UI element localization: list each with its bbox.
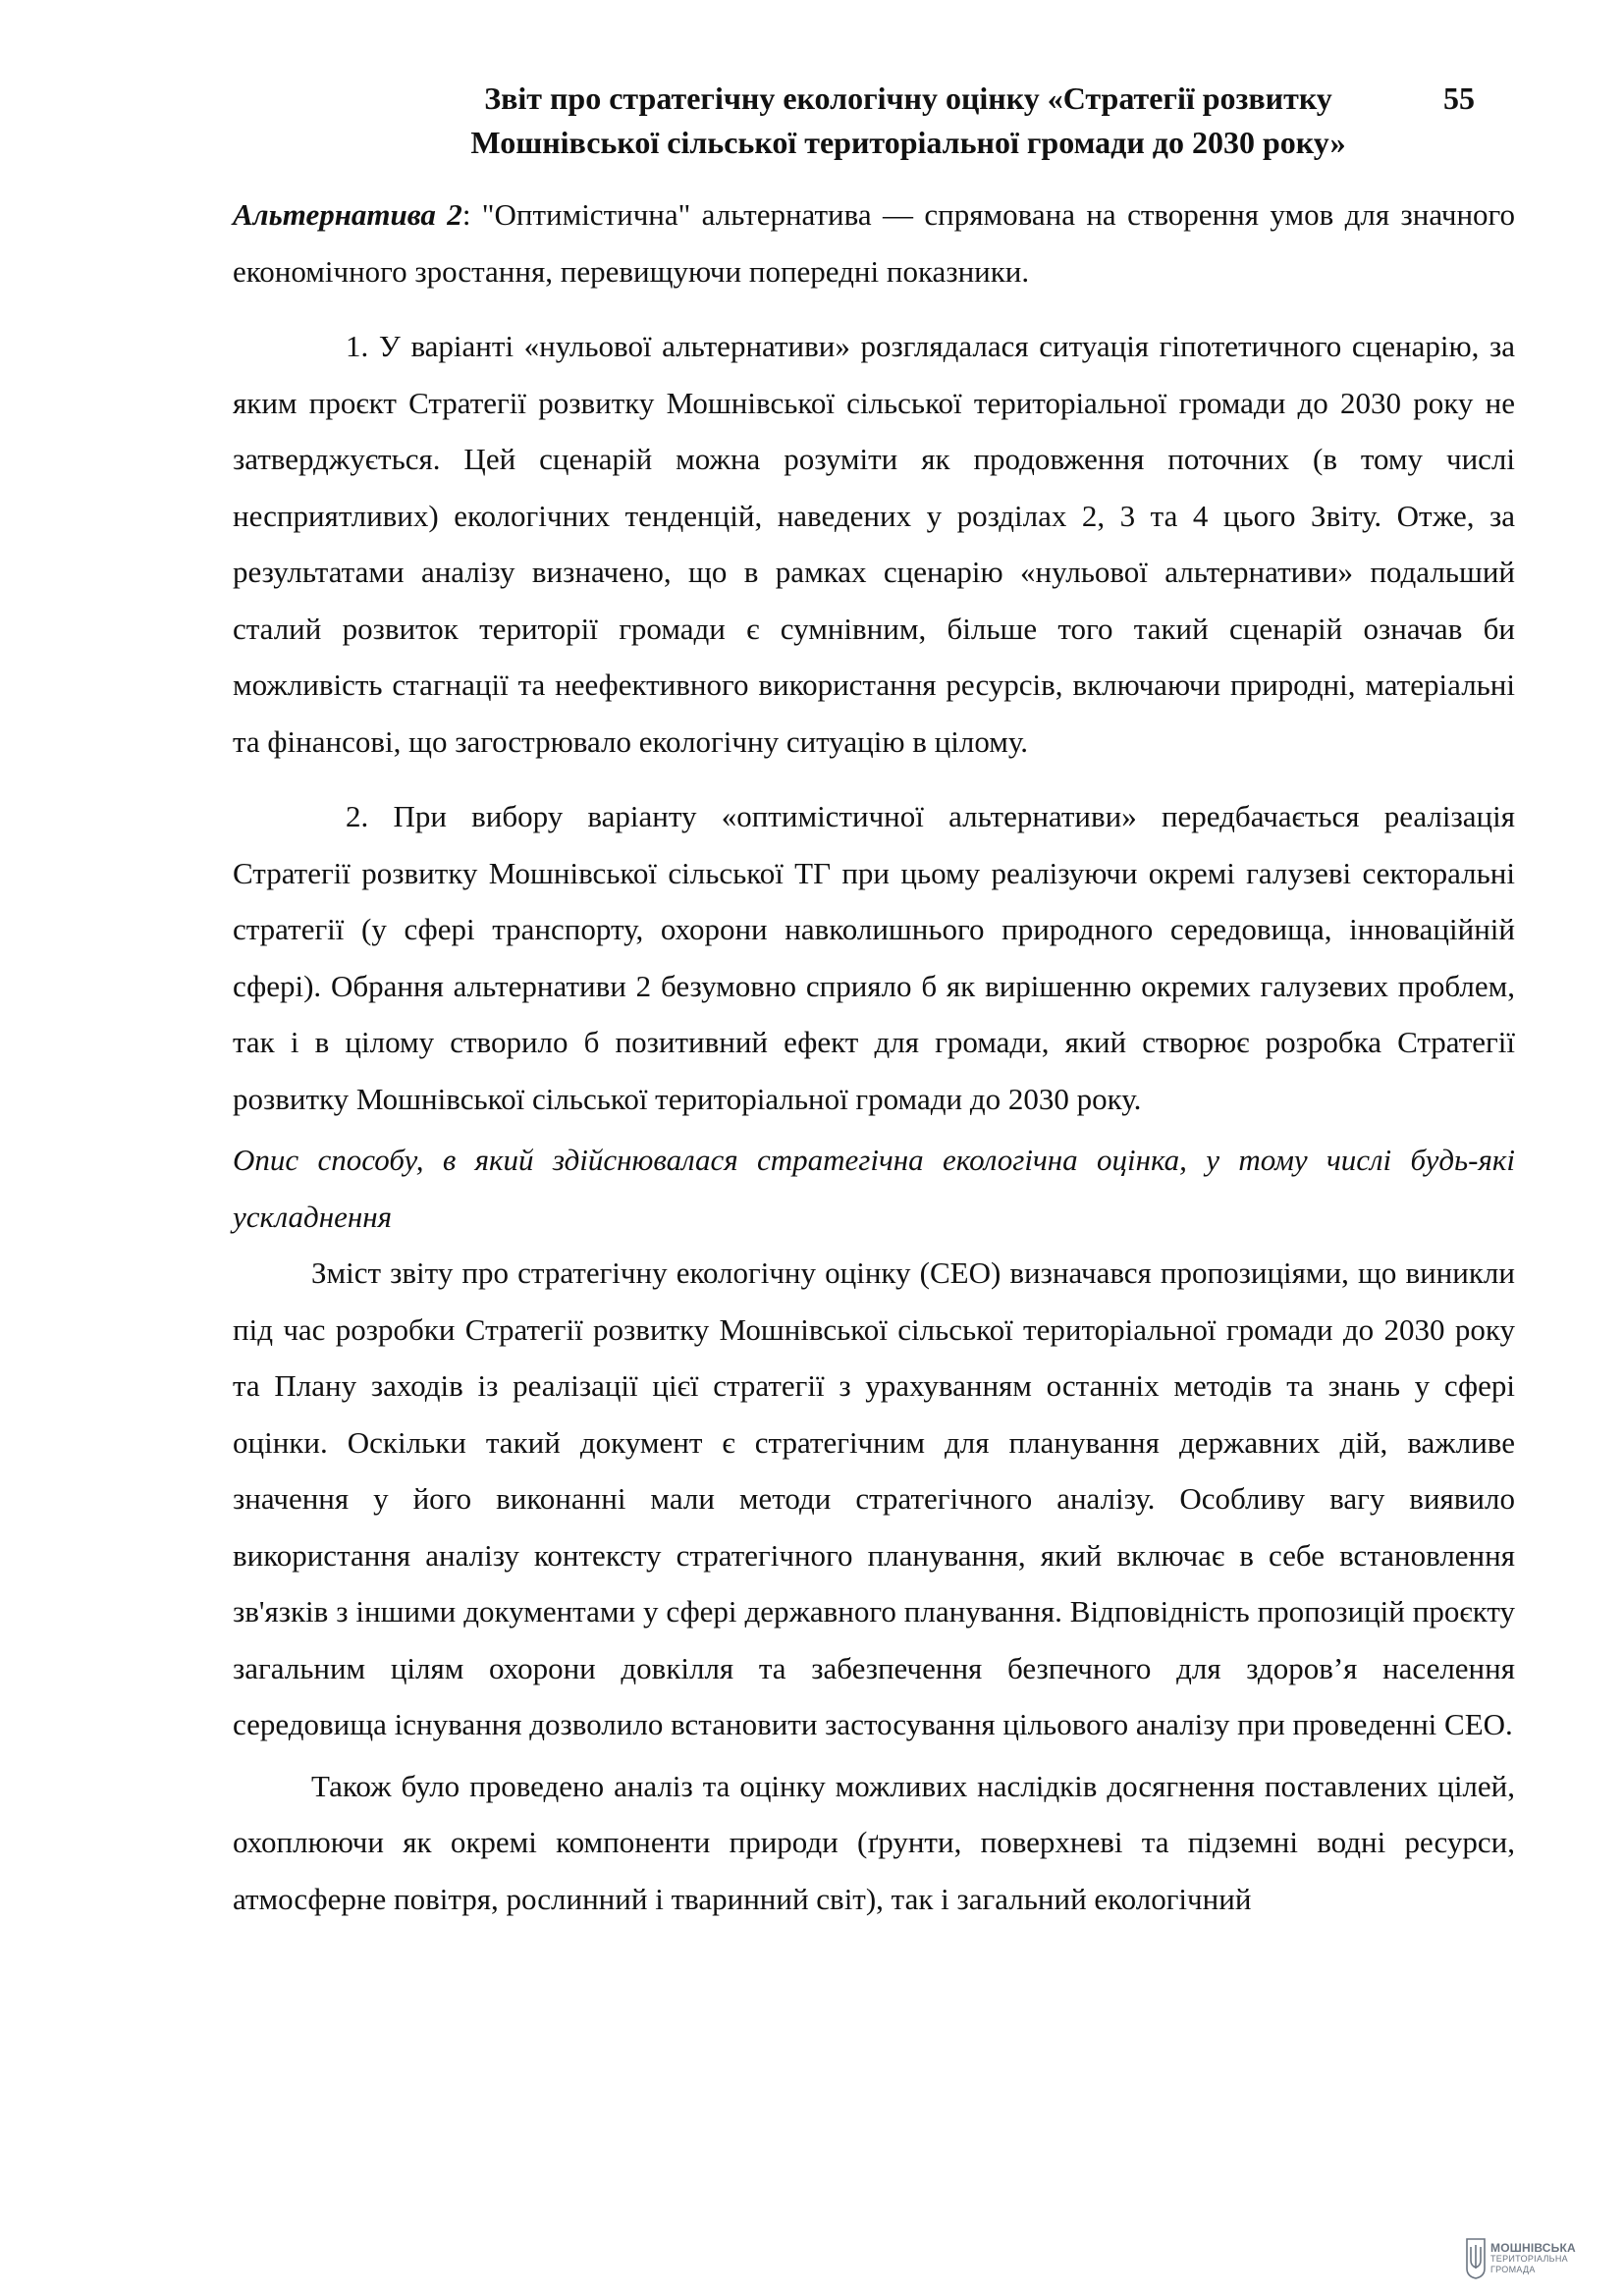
logo-subtitle-2: ГРОМАДА: [1490, 2264, 1536, 2274]
header-title-line-2: Мошнівської сільської територіальної громади до 2030 року»: [470, 125, 1346, 160]
document-body: [233, 187, 1515, 1927]
numbered-item-1: 1. У варіанті «нульової альтернативи» розглядалася ситуація гіпотетичного сценарію, за яким проєкт Стратегії розвитку Мошнівської сільської територіальної громади до 2030 року не затверджується. Цей сценарій можна розуміти як продовження поточних (в тому числі несприятливих) екологічних тенденцій, наведених у розділах 2, 3 та 4 цього Звіту. Отже, за результатами аналізу визначено, що в рамках сценарію «нульової альтернативи» подальший сталий розвиток території громади є сумнівним, більше того такий сценарій означав би можливість стагнації та неефективного використання ресурсів, включаючи природні, матеріальні та фінансові, що загострювало екологічну ситуацію в цілому.: [233, 329, 1515, 759]
analysis-paragraph: Також було проведено аналіз та оцінку можливих наслідків досягнення поставлених цілей, охоплюючи як окремі компоненти природи (ґрунти, поверхневі та підземні водні ресурси, атмосферне повітря, рослинний і тваринний світ), так і загальний екологічний: [233, 1768, 1515, 1916]
alternative-2-paragraph: [233, 187, 1515, 299]
logo-name: МОШНІВСЬКА: [1490, 2240, 1576, 2255]
alternative-2-term: Альтернатива 2: [233, 197, 462, 232]
trident-emblem-icon: [1465, 2237, 1487, 2280]
page-number: 55: [1443, 80, 1475, 116]
alternative-2-text: : "Оптимістична" альтернатива — спрямована на створення умов для значного економічного зростання, перевищуючи попередні показники.: [233, 197, 1515, 289]
logo-subtitle-1: ТЕРИТОРІАЛЬНА: [1490, 2253, 1568, 2264]
header-title-line-1: Звіт про стратегічну екологічну оцінку «Стратегії розвитку: [484, 80, 1332, 116]
logo-text: [1490, 2240, 1576, 2275]
method-paragraph: Зміст звіту про стратегічну екологічну оцінку (СЕО) визначався пропозиціями, що виникли під час розробки Стратегії розвитку Мошнівської сільської територіальної громади до 2030 року та Плану заходів із реалізації цієї стратегії з урахуванням останніх методів та знань у сфері оцінки. Оскільки такий документ є стратегічним для планування державних дій, важливе значення у його виконанні мали методи стратегічного аналізу. Особливу вагу виявило використання аналізу контексту стратегічного планування, який включає в себе встановлення зв'язків з іншими документами у сфері державного планування. Відповідність пропозицій проєкту загальним цілям охорони довкілля та забезпечення безпечного для здоров’я населення середовища існування дозволило встановити застосування цільового аналізу при проведенні СЕО.: [233, 1255, 1515, 1741]
section-subheading: Опис способу, в який здійснювалася стратегічна екологічна оцінка, у тому числі будь-які ускладнення: [233, 1143, 1515, 1234]
community-logo: [1465, 2232, 1612, 2285]
page-header: [412, 77, 1404, 165]
numbered-item-2: 2. При вибору варіанту «оптимістичної альтернативи» передбачається реалізація Стратегії розвитку Мошнівської сільської ТГ при цьому реалізуючи окремі галузеві секторальні стратегії (у сфері транспорту, охорони навколишнього природного середовища, інноваційній сфері). Обрання альтернативи 2 безумовно сприяло б як вирішенню окремих галузевих проблем, так і в цілому створило б позитивний ефект для громади, який створює розробка Стратегії розвитку Мошнівської сільської територіальної громади до 2030 року.: [233, 799, 1515, 1116]
